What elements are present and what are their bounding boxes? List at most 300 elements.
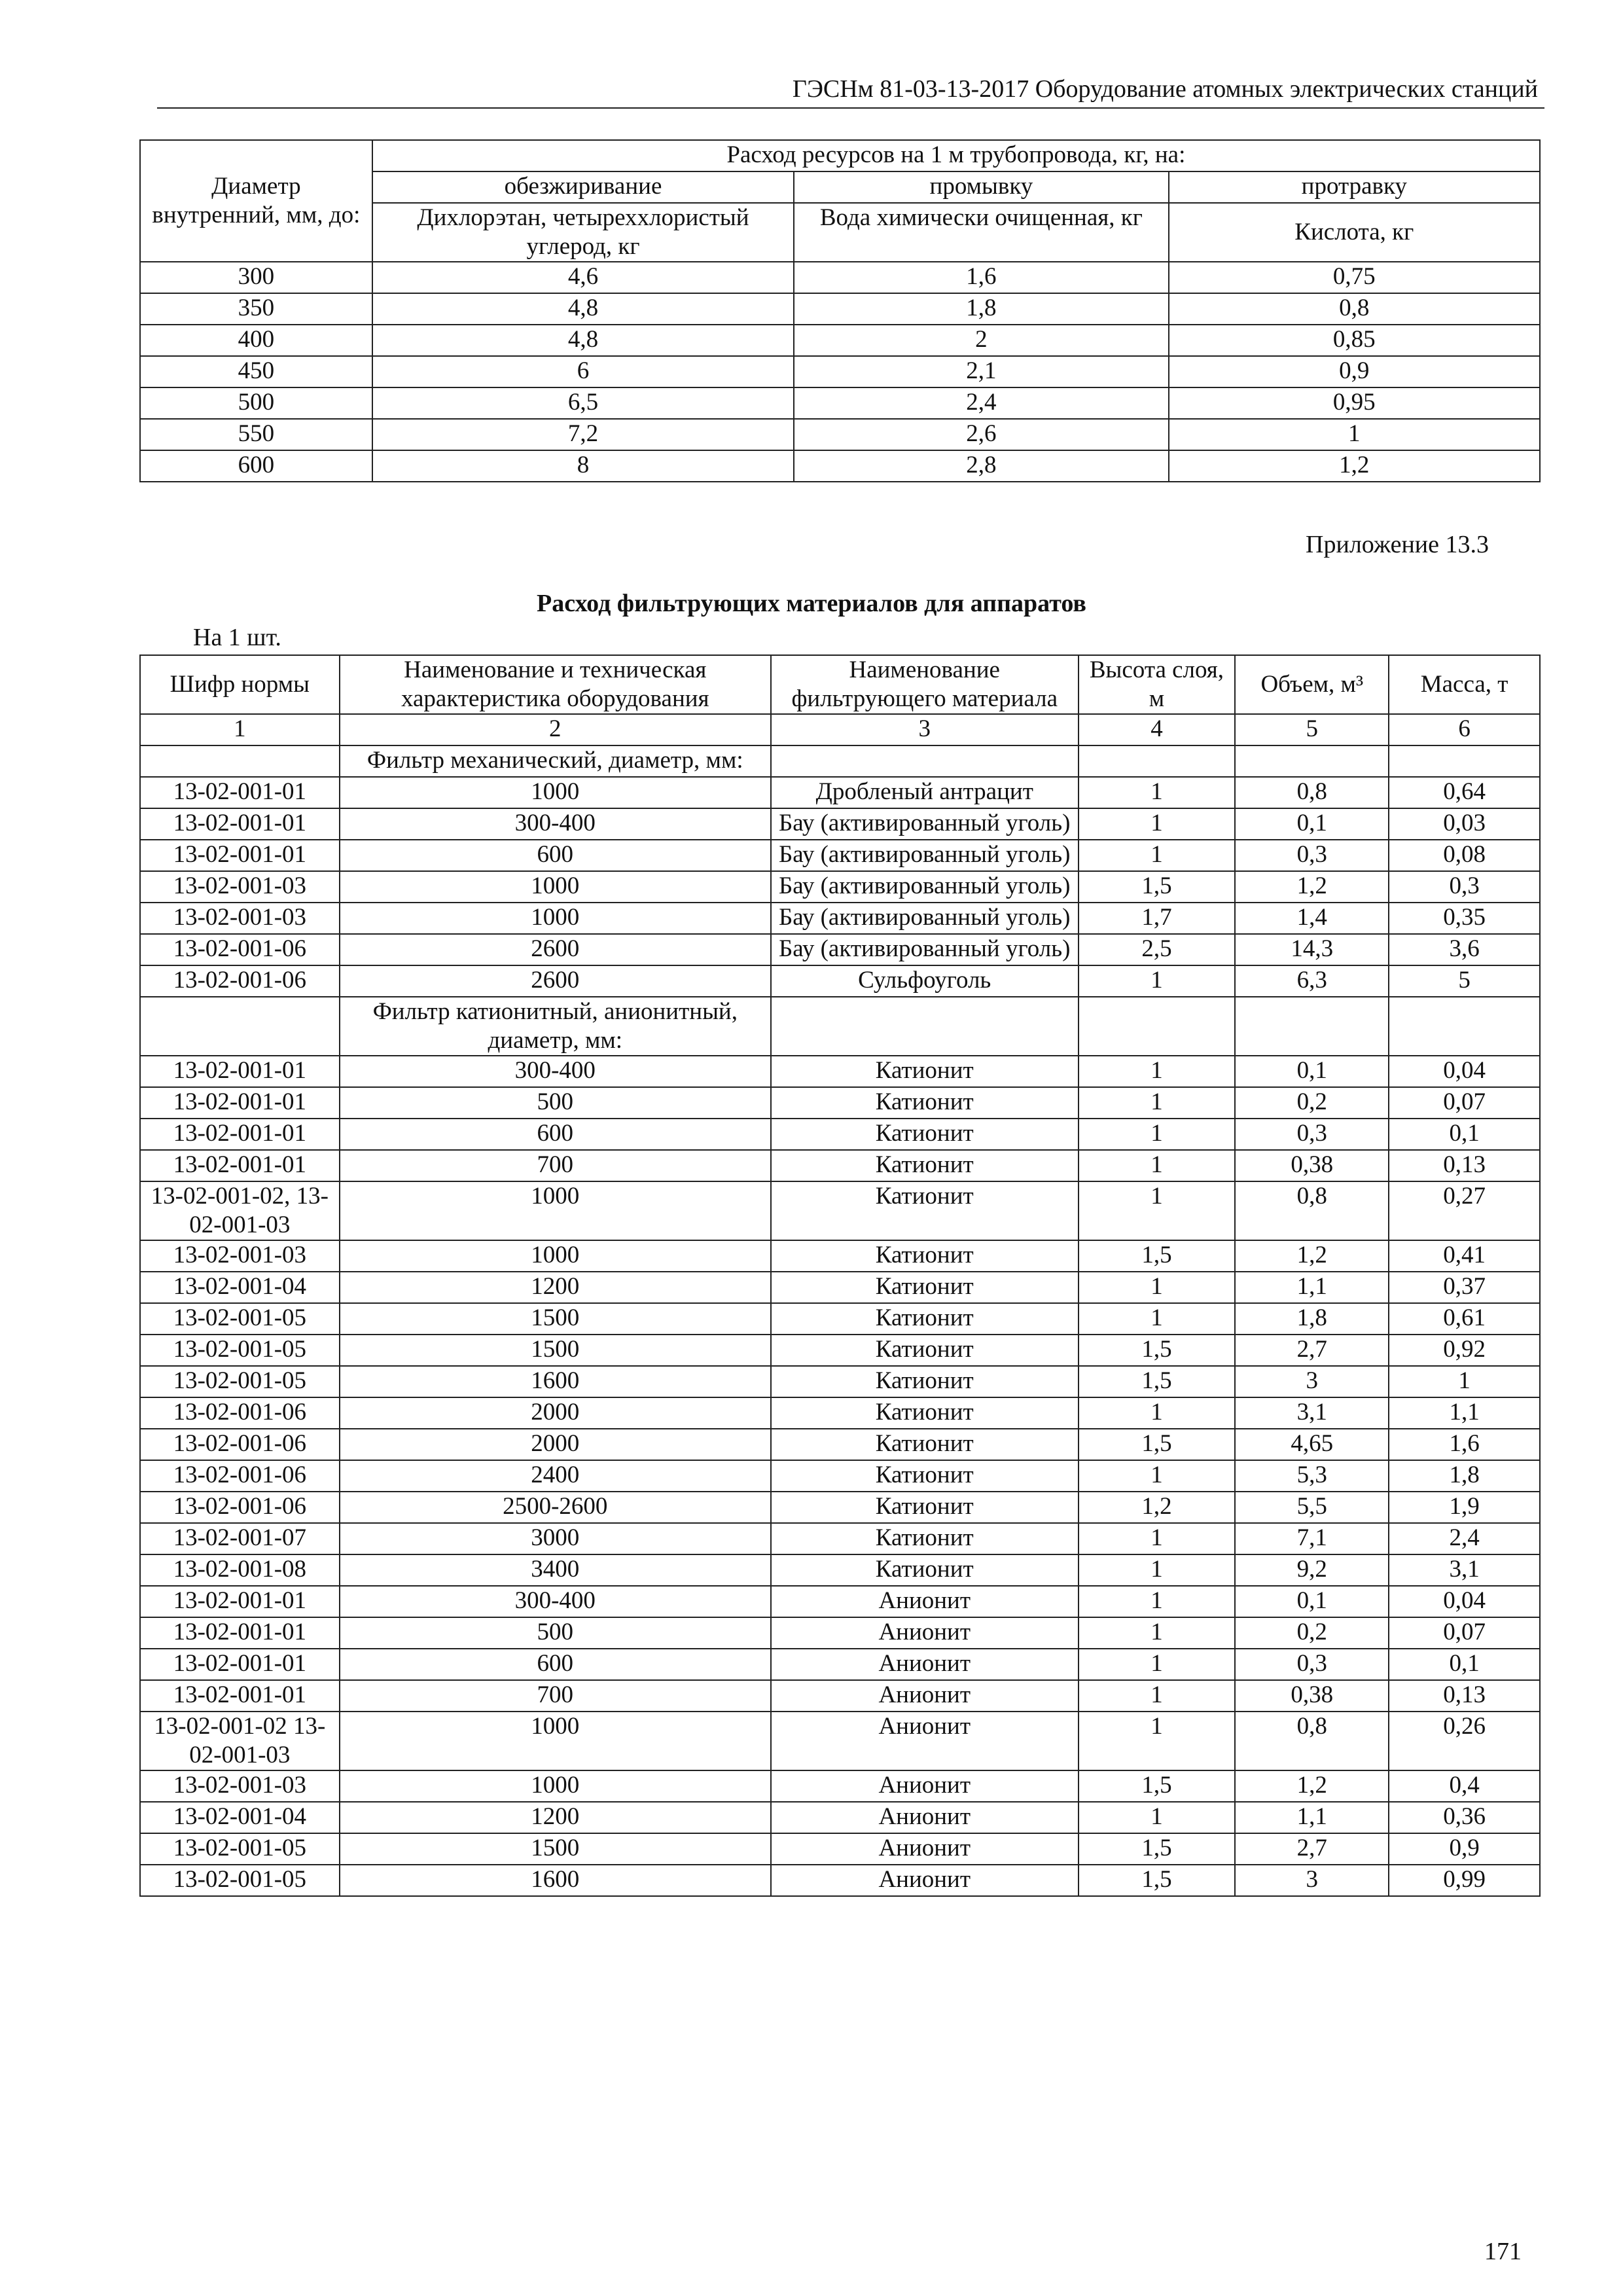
table-cell: 1 xyxy=(1079,1617,1236,1649)
table-cell: 13-02-001-01 xyxy=(140,808,340,840)
table-cell: Дробленый антрацит xyxy=(771,777,1079,808)
table-cell: Бау (активированный уголь) xyxy=(771,871,1079,903)
table-cell: 0,38 xyxy=(1235,1680,1389,1712)
table-cell: 13-02-001-01 xyxy=(140,1087,340,1119)
table-cell: Катионит xyxy=(771,1460,1079,1492)
subheader-flush: промывку xyxy=(794,171,1168,203)
table-row xyxy=(140,1833,1540,1865)
table-cell: 1,5 xyxy=(1079,1366,1236,1397)
table-cell: Катионит xyxy=(771,1240,1079,1272)
table-cell: Бау (активированный уголь) xyxy=(771,934,1079,965)
table-row xyxy=(140,840,1540,871)
table-cell: 9,2 xyxy=(1235,1554,1389,1586)
table-row xyxy=(140,1429,1540,1460)
table-row xyxy=(140,1586,1540,1617)
table-cell: 1 xyxy=(1079,1119,1236,1150)
table-cell: 1 xyxy=(1079,1523,1236,1554)
table-cell: 1 xyxy=(1389,1366,1540,1397)
table-cell: Катионит xyxy=(771,1087,1079,1119)
table-cell: Катионит xyxy=(771,1366,1079,1397)
table-cell: 1 xyxy=(1079,1680,1236,1712)
table-cell: 1,1 xyxy=(1389,1397,1540,1429)
table-cell: 13-02-001-05 xyxy=(140,1865,340,1896)
table-cell: 1000 xyxy=(340,1770,771,1802)
table-cell: 2,8 xyxy=(794,450,1168,482)
filter-materials-table xyxy=(139,655,1541,1897)
table-cell: 7,1 xyxy=(1235,1523,1389,1554)
table-cell: 13-02-001-01 xyxy=(140,1150,340,1181)
table-cell: Анионит xyxy=(771,1680,1079,1712)
table-cell: 1 xyxy=(1079,1712,1236,1770)
table-cell: 0,35 xyxy=(1389,903,1540,934)
table-cell: 600 xyxy=(340,840,771,871)
table-row xyxy=(140,1649,1540,1680)
table-cell: 0,26 xyxy=(1389,1712,1540,1770)
table-cell: 2,4 xyxy=(794,387,1168,419)
table-cell: Анионит xyxy=(771,1833,1079,1865)
table-cell: 2,7 xyxy=(1235,1335,1389,1366)
table-row xyxy=(140,997,1540,1056)
table-row xyxy=(140,1802,1540,1833)
table-cell: 13-02-001-01 xyxy=(140,1649,340,1680)
table-cell: 2,4 xyxy=(1389,1523,1540,1554)
table-cell xyxy=(140,745,340,777)
table-cell: 2400 xyxy=(340,1460,771,1492)
table-cell: 1,2 xyxy=(1079,1492,1236,1523)
table-cell: 0,41 xyxy=(1389,1240,1540,1272)
table-cell: 3,6 xyxy=(1389,934,1540,965)
table-cell: Катионит xyxy=(771,1523,1079,1554)
table-cell: 1 xyxy=(1079,1181,1236,1240)
material-etch: Кислота, кг xyxy=(1169,203,1540,262)
table-row xyxy=(140,450,1540,482)
table-cell: 1500 xyxy=(340,1335,771,1366)
table-row xyxy=(140,1303,1540,1335)
table-cell: 13-02-001-01 xyxy=(140,1056,340,1087)
table-cell: Анионит xyxy=(771,1865,1079,1896)
table-cell: 13-02-001-06 xyxy=(140,1429,340,1460)
table-cell: 1,8 xyxy=(1235,1303,1389,1335)
table-cell: 1 xyxy=(1079,808,1236,840)
table-cell: 1000 xyxy=(340,777,771,808)
table-cell: 1,2 xyxy=(1235,871,1389,903)
table-cell: 0,9 xyxy=(1389,1833,1540,1865)
table-cell: 13-02-001-02 13-02-001-03 xyxy=(140,1712,340,1770)
page-number: 171 xyxy=(1484,2238,1522,2265)
table-row xyxy=(140,293,1540,325)
table-row xyxy=(140,356,1540,387)
table-cell: Катионит xyxy=(771,1397,1079,1429)
table-cell: 1200 xyxy=(340,1802,771,1833)
table-cell xyxy=(1235,997,1389,1056)
table-row xyxy=(140,325,1540,356)
table-cell: 0,3 xyxy=(1235,840,1389,871)
table-title: Расход фильтрующих материалов для аппаратов xyxy=(537,590,1086,617)
table-cell: 1,8 xyxy=(1389,1460,1540,1492)
table-cell: 1,5 xyxy=(1079,1335,1236,1366)
table-cell: 0,27 xyxy=(1389,1181,1540,1240)
table-row xyxy=(140,1865,1540,1896)
table-cell: 1 xyxy=(1079,1649,1236,1680)
table-cell: 0,8 xyxy=(1235,777,1389,808)
table-cell: 700 xyxy=(340,1150,771,1181)
running-header xyxy=(157,73,1544,109)
table-cell xyxy=(1389,997,1540,1056)
pipeline-table-body xyxy=(140,262,1540,482)
table-cell: 0,1 xyxy=(1235,1586,1389,1617)
table-cell: 1 xyxy=(1079,1554,1236,1586)
table-cell: 2,6 xyxy=(794,419,1168,450)
table-cell: 0,1 xyxy=(1235,1056,1389,1087)
pipeline-resource-table xyxy=(139,139,1541,482)
table-row xyxy=(140,1119,1540,1150)
table-cell xyxy=(1235,745,1389,777)
table-cell: 2000 xyxy=(340,1429,771,1460)
table-cell: 13-02-001-01 xyxy=(140,1586,340,1617)
table-cell: 300 xyxy=(140,262,372,293)
table-row xyxy=(140,745,1540,777)
table-cell: 13-02-001-04 xyxy=(140,1272,340,1303)
running-title: ГЭСНм 81-03-13-2017 Оборудование атомных электрических станций xyxy=(792,75,1538,103)
table-cell: 0,9 xyxy=(1169,356,1540,387)
table-cell: 1 xyxy=(1079,1272,1236,1303)
table-cell: 3,1 xyxy=(1235,1397,1389,1429)
table-cell: 1 xyxy=(1079,1586,1236,1617)
table-cell: 1,2 xyxy=(1235,1240,1389,1272)
table-cell: 2 xyxy=(794,325,1168,356)
table-cell: 0,8 xyxy=(1169,293,1540,325)
table-row xyxy=(140,1335,1540,1366)
table-cell: 0,36 xyxy=(1389,1802,1540,1833)
table-cell: 13-02-001-05 xyxy=(140,1833,340,1865)
table-cell: 2600 xyxy=(340,934,771,965)
table-cell xyxy=(1389,745,1540,777)
table-cell: 0,64 xyxy=(1389,777,1540,808)
table-cell: 13-02-001-04 xyxy=(140,1802,340,1833)
table-cell: 600 xyxy=(340,1119,771,1150)
table-cell: 4,8 xyxy=(372,293,794,325)
table-row xyxy=(140,1460,1540,1492)
table-cell: Бау (активированный уголь) xyxy=(771,903,1079,934)
table-cell: 13-02-001-01 xyxy=(140,840,340,871)
table-cell: 13-02-001-05 xyxy=(140,1303,340,1335)
table-cell: 13-02-001-06 xyxy=(140,934,340,965)
header-volume: Объем, м³ xyxy=(1235,655,1389,714)
table-cell: Катионит xyxy=(771,1335,1079,1366)
table-cell: 450 xyxy=(140,356,372,387)
table-cell: 1 xyxy=(1079,1056,1236,1087)
table-cell: 300-400 xyxy=(340,1056,771,1087)
table-cell: 13-02-001-06 xyxy=(140,1492,340,1523)
table-cell: Фильтр механический, диаметр, мм: xyxy=(340,745,771,777)
table-cell: 1,5 xyxy=(1079,1240,1236,1272)
table-cell: 5,5 xyxy=(1235,1492,1389,1523)
table-cell: 1 xyxy=(1079,965,1236,997)
table-cell: 0,13 xyxy=(1389,1680,1540,1712)
table-cell: 1600 xyxy=(340,1366,771,1397)
table-cell: 300-400 xyxy=(340,1586,771,1617)
table-cell: 5,3 xyxy=(1235,1460,1389,1492)
table-row xyxy=(140,387,1540,419)
table-cell: Катионит xyxy=(771,1119,1079,1150)
table-cell: Катионит xyxy=(771,1181,1079,1240)
filter-table-body xyxy=(140,745,1540,1896)
table-cell: 1000 xyxy=(340,903,771,934)
table-cell: 300-400 xyxy=(340,808,771,840)
col-number: 1 xyxy=(140,714,340,745)
table-row xyxy=(140,777,1540,808)
table-cell: 13-02-001-02, 13-02-001-03 xyxy=(140,1181,340,1240)
table-cell: 1,7 xyxy=(1079,903,1236,934)
table-cell: 4,6 xyxy=(372,262,794,293)
table-row xyxy=(140,1056,1540,1087)
table-cell: 13-02-001-05 xyxy=(140,1366,340,1397)
header-layer-height: Высота слоя, м xyxy=(1079,655,1236,714)
table-row xyxy=(140,1181,1540,1240)
table-cell: 5 xyxy=(1389,965,1540,997)
table-cell: 550 xyxy=(140,419,372,450)
table-cell: 1 xyxy=(1079,777,1236,808)
table-cell: 3,1 xyxy=(1389,1554,1540,1586)
table-cell: 1,5 xyxy=(1079,1770,1236,1802)
subheader-etch: протравку xyxy=(1169,171,1540,203)
table-row xyxy=(140,419,1540,450)
table-cell: 2000 xyxy=(340,1397,771,1429)
table-cell xyxy=(1079,997,1236,1056)
subheader-degrease: обезжиривание xyxy=(372,171,794,203)
table-row xyxy=(140,1712,1540,1770)
table-cell xyxy=(771,745,1079,777)
table-cell: 0,08 xyxy=(1389,840,1540,871)
table-cell: 2500-2600 xyxy=(340,1492,771,1523)
col-number: 6 xyxy=(1389,714,1540,745)
table-cell: Катионит xyxy=(771,1150,1079,1181)
table-row xyxy=(140,1680,1540,1712)
table-cell: Катионит xyxy=(771,1272,1079,1303)
table-cell: 2,5 xyxy=(1079,934,1236,965)
table-cell: 0,03 xyxy=(1389,808,1540,840)
table-row xyxy=(140,1492,1540,1523)
table-cell: 1,2 xyxy=(1235,1770,1389,1802)
table-row xyxy=(140,1240,1540,1272)
table-cell: Анионит xyxy=(771,1802,1079,1833)
table-cell: 500 xyxy=(340,1087,771,1119)
table-cell: Анионит xyxy=(771,1770,1079,1802)
table-cell: 1,2 xyxy=(1169,450,1540,482)
table-cell: 13-02-001-06 xyxy=(140,1397,340,1429)
table-row xyxy=(140,965,1540,997)
table-cell: 1 xyxy=(1079,1460,1236,1492)
table-cell xyxy=(140,997,340,1056)
table-cell: 3 xyxy=(1235,1366,1389,1397)
table-cell: Катионит xyxy=(771,1492,1079,1523)
table-cell: Бау (активированный уголь) xyxy=(771,840,1079,871)
table-cell: 700 xyxy=(340,1680,771,1712)
table-cell: 3400 xyxy=(340,1554,771,1586)
table-row xyxy=(140,1770,1540,1802)
table-cell: 13-02-001-03 xyxy=(140,903,340,934)
table-cell: 1500 xyxy=(340,1303,771,1335)
table-cell: 1,6 xyxy=(1389,1429,1540,1460)
table-cell: Анионит xyxy=(771,1586,1079,1617)
table-cell: 1,1 xyxy=(1235,1272,1389,1303)
table-cell: 0,37 xyxy=(1389,1272,1540,1303)
table-cell: 0,3 xyxy=(1389,871,1540,903)
table-cell: 0,1 xyxy=(1235,808,1389,840)
table-cell: 6,5 xyxy=(372,387,794,419)
table-cell: 2,7 xyxy=(1235,1833,1389,1865)
table-row xyxy=(140,871,1540,903)
table-cell: 0,2 xyxy=(1235,1617,1389,1649)
table-cell: 0,3 xyxy=(1235,1649,1389,1680)
col-number: 4 xyxy=(1079,714,1236,745)
table-cell: 13-02-001-03 xyxy=(140,1770,340,1802)
table-cell: 1,5 xyxy=(1079,1429,1236,1460)
col-diameter-header: Диаметр внутренний, мм, до: xyxy=(140,140,372,262)
header-equipment: Наименование и техническая характеристика оборудования xyxy=(340,655,771,714)
table-cell: 4,8 xyxy=(372,325,794,356)
table-cell: 1,5 xyxy=(1079,871,1236,903)
table-cell: 13-02-001-06 xyxy=(140,965,340,997)
table-row xyxy=(140,1272,1540,1303)
table-row xyxy=(140,1617,1540,1649)
table-row xyxy=(140,1523,1540,1554)
table-cell: Катионит xyxy=(771,1429,1079,1460)
table-cell: Сульфоуголь xyxy=(771,965,1079,997)
table-cell: 0,85 xyxy=(1169,325,1540,356)
table-cell: Катионит xyxy=(771,1554,1079,1586)
table-cell: 0,8 xyxy=(1235,1181,1389,1240)
appendix-label: Приложение 13.3 xyxy=(1306,531,1489,558)
table-unit: На 1 шт. xyxy=(193,624,281,651)
table-cell: 0,95 xyxy=(1169,387,1540,419)
table-cell: 1 xyxy=(1169,419,1540,450)
table-cell: 6 xyxy=(372,356,794,387)
header-norm-code: Шифр нормы xyxy=(140,655,340,714)
table-row xyxy=(140,1397,1540,1429)
material-flush: Вода химически очищенная, кг xyxy=(794,203,1168,262)
table-cell: 0,4 xyxy=(1389,1770,1540,1802)
table-cell: Фильтр катионитный, анионитный, диаметр, мм: xyxy=(340,997,771,1056)
table-row xyxy=(140,1366,1540,1397)
table-cell: 13-02-001-01 xyxy=(140,1617,340,1649)
table-cell: 13-02-001-01 xyxy=(140,1119,340,1150)
table-cell: 1200 xyxy=(340,1272,771,1303)
table-cell: 1,4 xyxy=(1235,903,1389,934)
table-cell: 1,8 xyxy=(794,293,1168,325)
table-cell: 0,3 xyxy=(1235,1119,1389,1150)
table-cell: 0,92 xyxy=(1389,1335,1540,1366)
table-cell: 1000 xyxy=(340,1181,771,1240)
table-cell: 0,2 xyxy=(1235,1087,1389,1119)
table-cell: 13-02-001-03 xyxy=(140,1240,340,1272)
table-cell: 0,38 xyxy=(1235,1150,1389,1181)
table-cell: 0,61 xyxy=(1389,1303,1540,1335)
table-cell: 1 xyxy=(1079,1303,1236,1335)
table-cell: 0,8 xyxy=(1235,1712,1389,1770)
table-row xyxy=(140,1150,1540,1181)
table-cell: 0,07 xyxy=(1389,1617,1540,1649)
table-cell: Катионит xyxy=(771,1056,1079,1087)
table-cell: 0,1 xyxy=(1389,1649,1540,1680)
table-cell: 500 xyxy=(140,387,372,419)
table-cell: 1500 xyxy=(340,1833,771,1865)
col-number: 3 xyxy=(771,714,1079,745)
table-cell: 3000 xyxy=(340,1523,771,1554)
table-cell: 1 xyxy=(1079,1087,1236,1119)
table-cell xyxy=(1079,745,1236,777)
table-cell: Анионит xyxy=(771,1649,1079,1680)
table-cell: 7,2 xyxy=(372,419,794,450)
table-cell: 1 xyxy=(1079,840,1236,871)
table-cell: 13-02-001-07 xyxy=(140,1523,340,1554)
table-cell: 1,1 xyxy=(1235,1802,1389,1833)
table-cell: 13-02-001-08 xyxy=(140,1554,340,1586)
table-cell: 350 xyxy=(140,293,372,325)
table-cell: 13-02-001-03 xyxy=(140,871,340,903)
table-cell: 0,75 xyxy=(1169,262,1540,293)
header-filter-material: Наименование фильтрующего материала xyxy=(771,655,1079,714)
table-cell: 4,65 xyxy=(1235,1429,1389,1460)
table-cell: 1000 xyxy=(340,871,771,903)
table-cell: 1000 xyxy=(340,1240,771,1272)
table-row xyxy=(140,934,1540,965)
table-cell: 1 xyxy=(1079,1802,1236,1833)
header-mass: Масса, т xyxy=(1389,655,1540,714)
table-cell: Катионит xyxy=(771,1303,1079,1335)
table-cell: Анионит xyxy=(771,1712,1079,1770)
table-cell: 1 xyxy=(1079,1150,1236,1181)
table-cell: 6,3 xyxy=(1235,965,1389,997)
table-cell: 1,5 xyxy=(1079,1865,1236,1896)
table-cell: 3 xyxy=(1235,1865,1389,1896)
table-cell: 600 xyxy=(140,450,372,482)
table-cell: 13-02-001-01 xyxy=(140,777,340,808)
table-cell: 0,99 xyxy=(1389,1865,1540,1896)
table-row xyxy=(140,1087,1540,1119)
table-cell: 0,1 xyxy=(1389,1119,1540,1150)
table-row xyxy=(140,262,1540,293)
table-cell: 500 xyxy=(340,1617,771,1649)
table-cell: 13-02-001-01 xyxy=(140,1680,340,1712)
table-cell: 0,04 xyxy=(1389,1056,1540,1087)
table-cell: 400 xyxy=(140,325,372,356)
resource-group-header: Расход ресурсов на 1 м трубопровода, кг, на: xyxy=(372,140,1540,171)
table-cell: 1,9 xyxy=(1389,1492,1540,1523)
table-cell: 13-02-001-06 xyxy=(140,1460,340,1492)
table-cell: 0,04 xyxy=(1389,1586,1540,1617)
table-cell: 8 xyxy=(372,450,794,482)
table-cell: Анионит xyxy=(771,1617,1079,1649)
table-cell: 1 xyxy=(1079,1397,1236,1429)
table-cell: 1600 xyxy=(340,1865,771,1896)
table-cell: 1,6 xyxy=(794,262,1168,293)
table-cell: 600 xyxy=(340,1649,771,1680)
col-number: 5 xyxy=(1235,714,1389,745)
table-cell: Бау (активированный уголь) xyxy=(771,808,1079,840)
table-row xyxy=(140,903,1540,934)
table-cell: 0,07 xyxy=(1389,1087,1540,1119)
table-row xyxy=(140,1554,1540,1586)
material-degrease: Дихлорэтан, четыреххлористый углерод, кг xyxy=(372,203,794,262)
table-cell: 2,1 xyxy=(794,356,1168,387)
table-cell: 13-02-001-05 xyxy=(140,1335,340,1366)
table-cell: 0,13 xyxy=(1389,1150,1540,1181)
table-cell: 1000 xyxy=(340,1712,771,1770)
table-row xyxy=(140,808,1540,840)
table-cell xyxy=(771,997,1079,1056)
table-cell: 1,5 xyxy=(1079,1833,1236,1865)
